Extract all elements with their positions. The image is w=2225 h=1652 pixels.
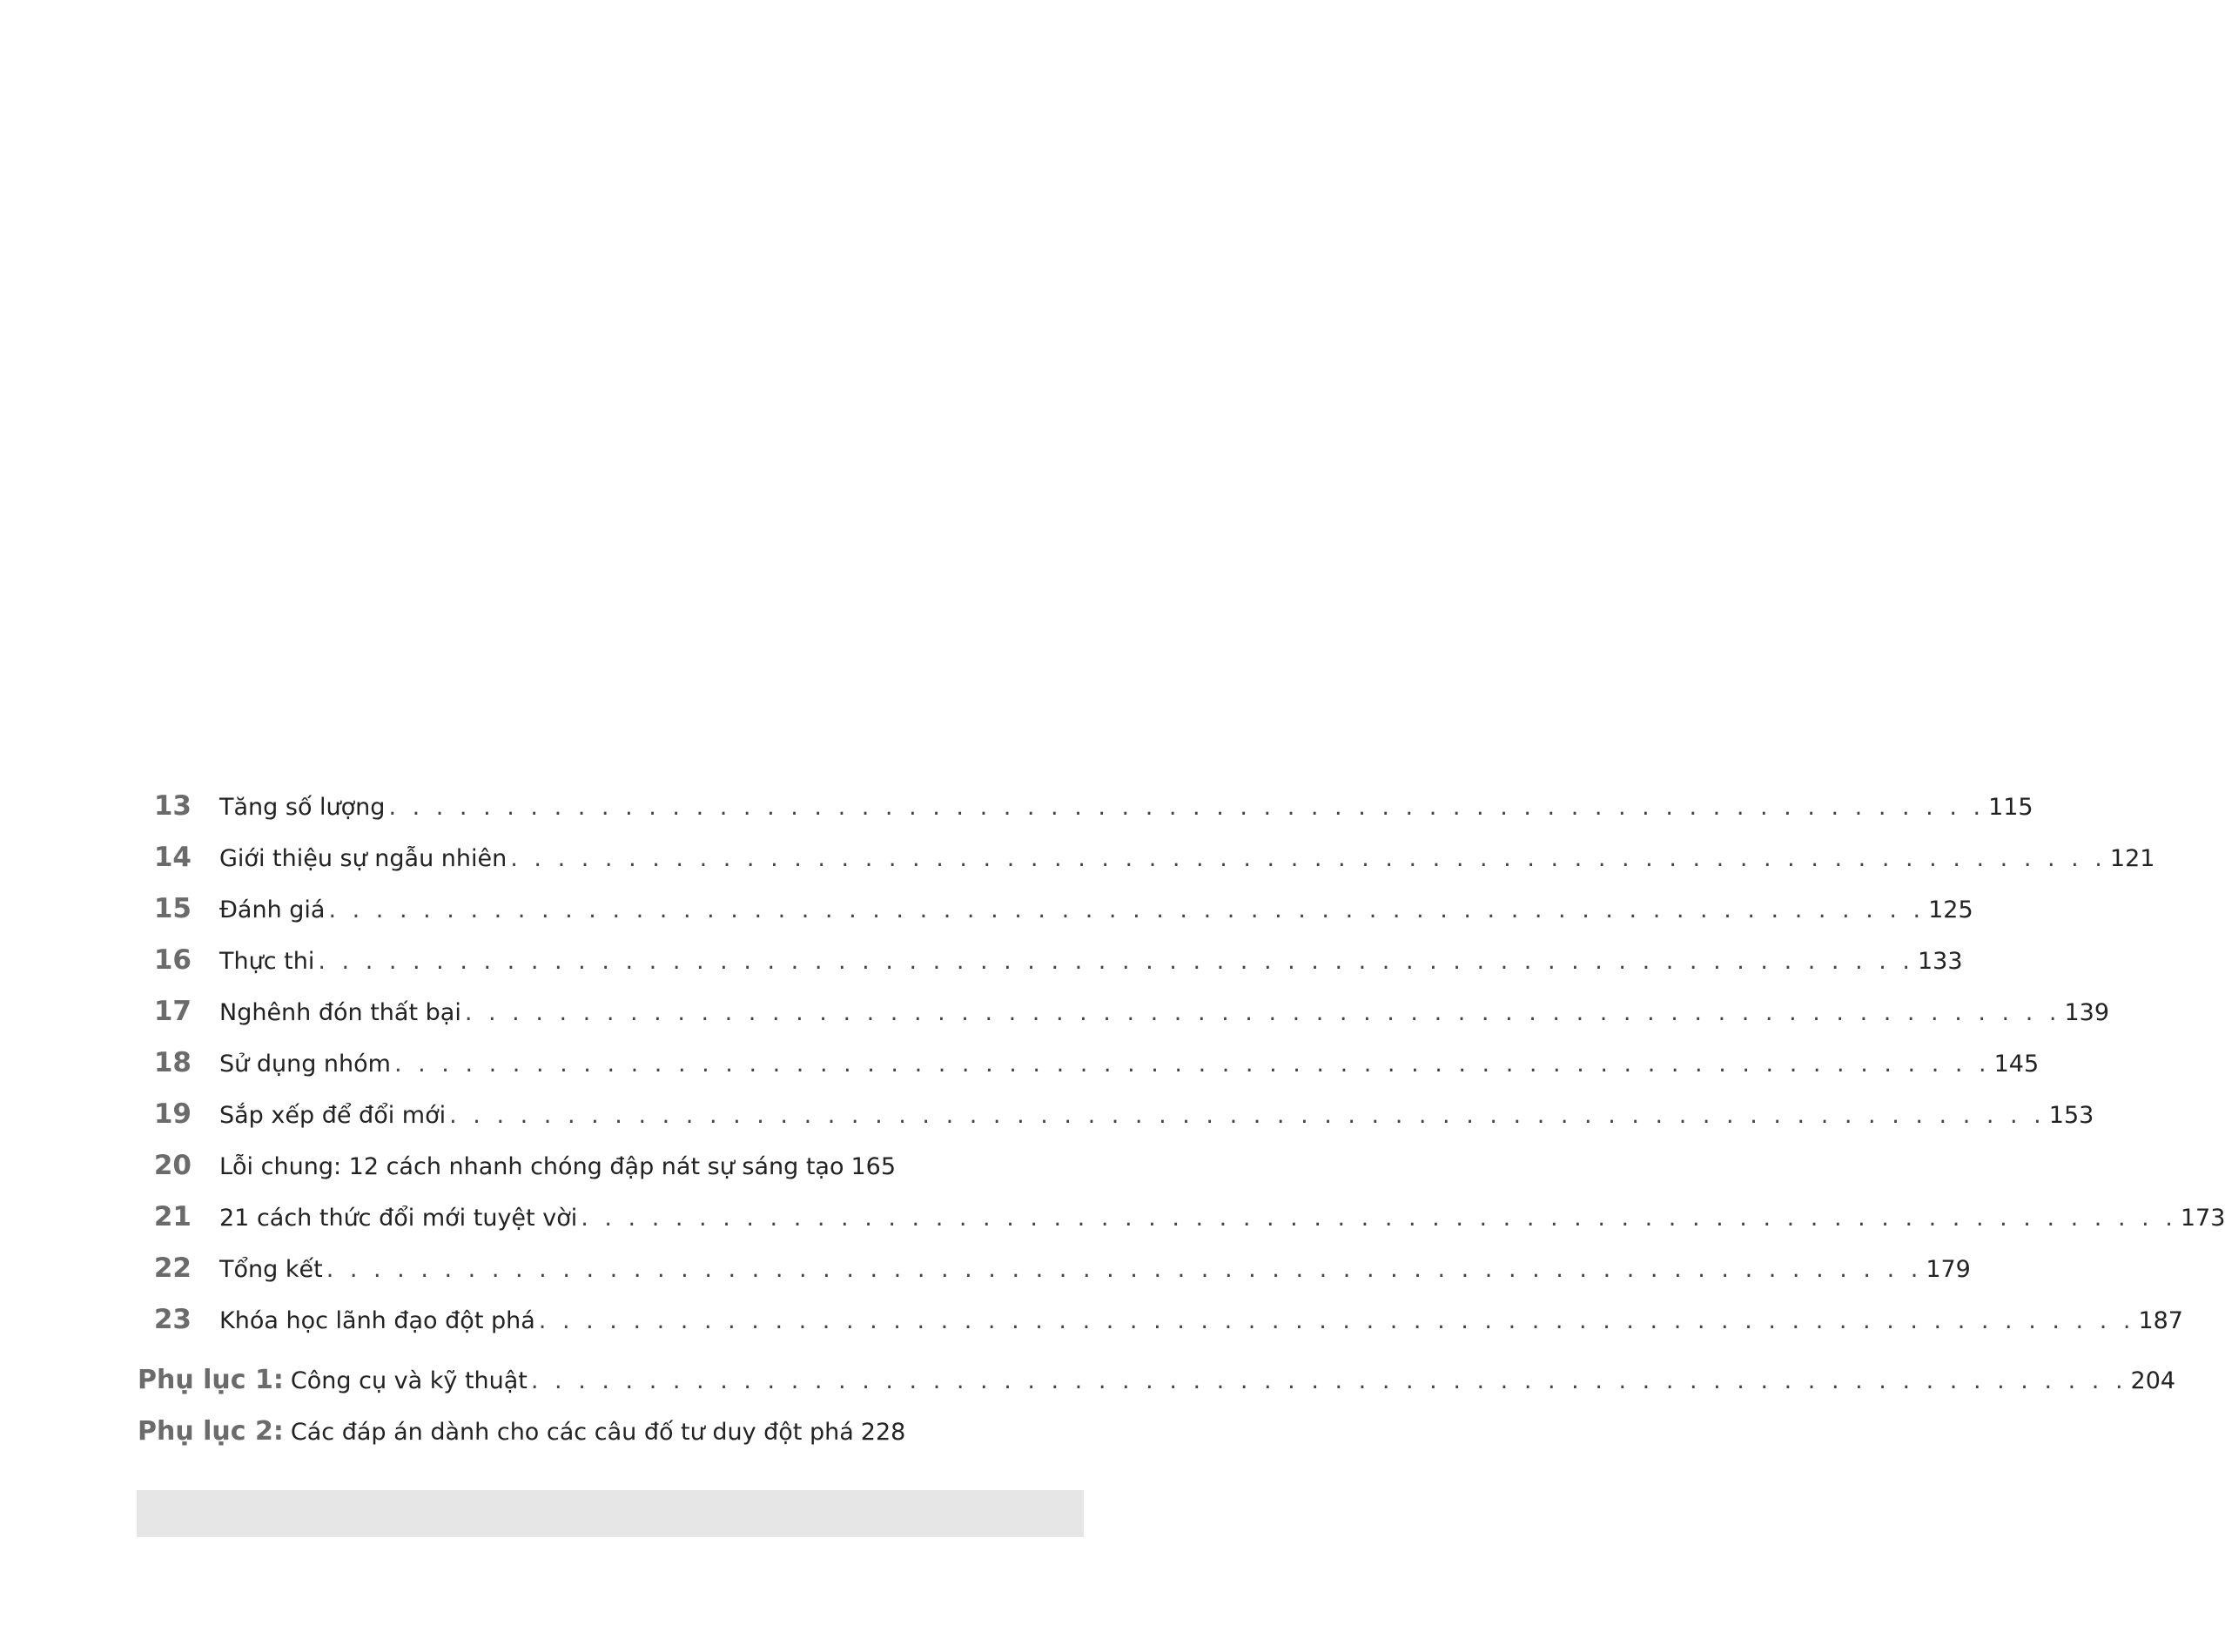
chapter-title: Nghênh đón thất bại [219, 999, 461, 1026]
chapter-number: 20 [153, 1150, 192, 1181]
toc-entry-20[interactable] [131, 1140, 897, 1192]
chapter-number: 17 [153, 996, 192, 1027]
toc-entry-21[interactable] [131, 1192, 2225, 1243]
page-number: 133 [1918, 948, 1963, 975]
toc-entry-17[interactable] [131, 986, 2110, 1038]
appendix-list [138, 1354, 2176, 1457]
chapter-title: 21 cách thức đổi mới tuyệt vời [219, 1205, 578, 1232]
dot-leader: . . . . . . . . . . . . . . . . . . . . . . . . . . . . . . . . . . . . . . . . . . . . . . . . . . . . . . . . . . . . . . . . . . . . [326, 1256, 1923, 1283]
chapter-title: Lỗi chung: 12 cách nhanh chóng đập nát sự sáng tạo [219, 1153, 844, 1180]
toc-entry-23[interactable] [131, 1294, 2183, 1346]
page-number: 204 [2130, 1367, 2176, 1394]
chapter-title: Tăng số lượng [219, 794, 386, 821]
page-number: 121 [2109, 845, 2155, 872]
page-number: 145 [1993, 1051, 2040, 1078]
dot-leader: . . . . . . . . . . . . . . . . . . . . . . . . . . . . . . . . . . . . . . . . . . . . . . . . . . . . . . . . . . . . . . . . . . . . [464, 999, 2061, 1026]
chapter-title: Sử dụng nhóm [219, 1051, 391, 1078]
appendix-label: Phụ lục 2: [138, 1416, 284, 1447]
appendix-title: Các đáp án dành cho các câu đố tư duy đột phá [290, 1419, 854, 1446]
dot-leader: . . . . . . . . . . . . . . . . . . . . . . . . . . . . . . . . . . . . . . . . . . . . . . . . . . . . . . . . . . . . . . . . . . . . [318, 948, 1914, 975]
chapter-title: Giới thiệu sự ngẫu nhiên [219, 845, 508, 872]
appendix-label: Phụ lục 1: [138, 1365, 284, 1395]
dot-leader: . . . . . . . . . . . . . . . . . . . . . . . . . . . . . . . . . . . . . . . . . . . . . . . . . . . . . . . . . . . . . . . . . . . . [510, 845, 2107, 872]
toc-entry-13[interactable] [131, 781, 2033, 832]
dot-leader: . . . . . . . . . . . . . . . . . . . . . . . . . . . . . . . . . . . . . . . . . . . . . . . . . . . . . . . . . . . . . . . . . . . . [538, 1307, 2135, 1334]
page-number: 228 [860, 1419, 906, 1446]
toc-entry-22[interactable] [131, 1243, 1971, 1294]
page-number: 165 [850, 1153, 897, 1180]
chapter-title: Sắp xếp để đổi mới [219, 1102, 447, 1129]
toc-entry-14[interactable] [131, 832, 2155, 883]
toc-entry-15[interactable] [131, 883, 1973, 935]
chapter-title: Thực thi [219, 948, 315, 975]
toc-entry-19[interactable] [131, 1089, 2094, 1140]
page-number: 115 [1988, 794, 2033, 821]
chapter-number: 21 [153, 1201, 192, 1232]
appendix-title: Công cụ và kỹ thuật [290, 1367, 528, 1394]
chapter-number: 13 [153, 790, 192, 822]
dot-leader: . . . . . . . . . . . . . . . . . . . . . . . . . . . . . . . . . . . . . . . . . . . . . . . . . . . . . . . . . . . . . . . . . . . . [449, 1102, 2046, 1129]
chapter-title: Tổng kết [219, 1256, 323, 1283]
page-number: 139 [2064, 999, 2110, 1026]
page-number: 173 [2180, 1205, 2225, 1232]
toc-entry-16[interactable] [131, 935, 1963, 986]
appendix-entry-2[interactable] [138, 1406, 906, 1457]
chapter-number: 19 [153, 1098, 192, 1130]
dot-leader: . . . . . . . . . . . . . . . . . . . . . . . . . . . . . . . . . . . . . . . . . . . . . . . . . . . . . . . . . . . . . . . . . . . . [328, 897, 1926, 923]
chapter-number: 23 [153, 1304, 192, 1335]
page-number: 187 [2138, 1307, 2183, 1334]
table-of-contents [131, 781, 2225, 1346]
dot-leader: . . . . . . . . . . . . . . . . . . . . . . . . . . . . . . . . . . . . . . . . . . . . . . . . . . . . . . . . . . . . . . . . . . . . [581, 1205, 2177, 1232]
toc-entry-18[interactable] [131, 1038, 2040, 1089]
appendix-entry-1[interactable] [138, 1354, 2176, 1406]
chapter-number: 15 [153, 893, 192, 924]
chapter-number: 18 [153, 1047, 192, 1078]
chapter-title: Đánh giá [219, 897, 326, 923]
page-number: 125 [1928, 897, 1973, 923]
dot-leader: . . . . . . . . . . . . . . . . . . . . . . . . . . . . . . . . . . . . . . . . . . . . . . . . . . . . . . . . . . . . . . . . . . . . [530, 1367, 2128, 1394]
footer-band [137, 1490, 1084, 1537]
dot-leader: . . . . . . . . . . . . . . . . . . . . . . . . . . . . . . . . . . . . . . . . . . . . . . . . . . . . . . . . . . . . . . . . . . . . [393, 1051, 1991, 1078]
chapter-number: 16 [153, 944, 192, 976]
chapter-title: Khóa học lãnh đạo đột phá [219, 1307, 535, 1334]
chapter-number: 14 [153, 842, 192, 873]
page-number: 179 [1926, 1256, 1971, 1283]
page-number: 153 [2048, 1102, 2094, 1129]
dot-leader: . . . . . . . . . . . . . . . . . . . . . . . . . . . . . . . . . . . . . . . . . . . . . . . . . . . . . . . . . . . . . . . . . . . . [388, 794, 1986, 821]
chapter-number: 22 [153, 1252, 192, 1284]
